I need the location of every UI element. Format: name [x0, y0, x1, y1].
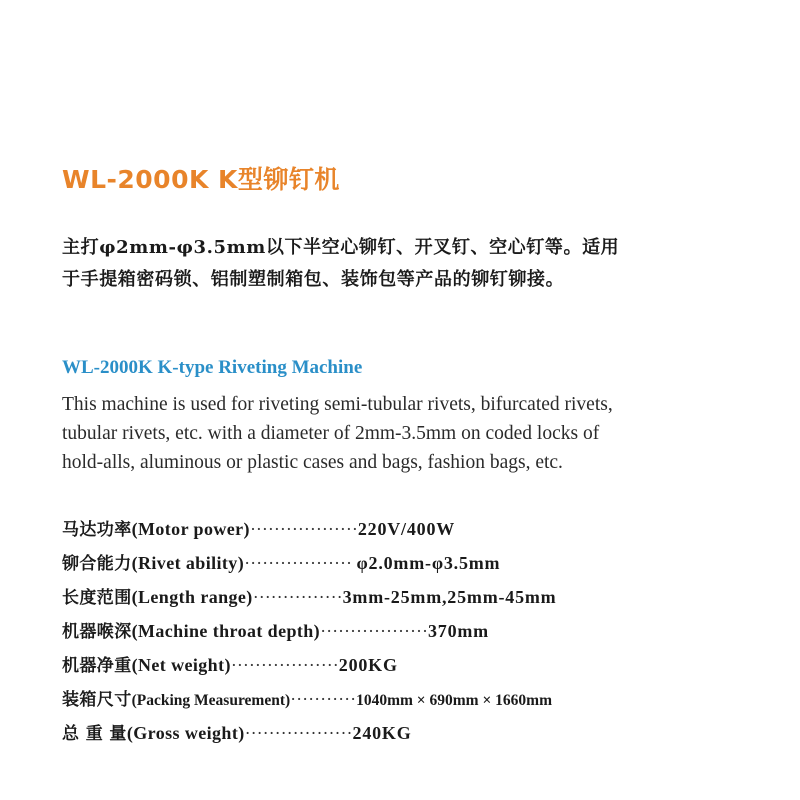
spec-label-en: (Length range) [131, 587, 253, 607]
spec-row-rivet-ability [62, 546, 762, 580]
spec-label-en: (Rivet ability) [131, 553, 245, 573]
spec-label-cn: 机器净重 [62, 656, 132, 676]
spec-label-cn: 铆合能力 [62, 554, 132, 574]
english-title: WL-2000K K-type Riveting Machine [62, 357, 363, 378]
spec-label-cn: 长度范围 [62, 588, 132, 608]
spec-value: 240KG [352, 723, 412, 743]
spec-value: 1040mm × 690mm × 1660mm [356, 692, 552, 709]
spec-label-cn: 总 重 量 [62, 724, 127, 744]
spec-row-throat-depth [62, 614, 762, 648]
spec-row-net-weight [62, 648, 762, 682]
chinese-title: WL-2000K K型铆钉机 [62, 165, 340, 194]
spec-value: 200KG [338, 655, 398, 675]
spec-label-en: (Motor power) [131, 519, 250, 539]
chinese-description-line-2: 于手提箱密码锁、铝制塑制箱包、装饰包等产品的铆钉铆接。 [62, 269, 565, 290]
spec-value: 220V/400W [357, 519, 456, 539]
spec-list [62, 512, 762, 750]
spec-label-en: (Gross weight) [126, 723, 245, 743]
english-description-line-1: This machine is used for riveting semi-tubular rivets, bifurcated rivets, [62, 394, 613, 415]
spec-leader-dots: ··········· [290, 689, 357, 709]
spec-row-gross-weight [62, 716, 762, 750]
spec-label-cn: 机器喉深 [62, 622, 132, 642]
spec-leader-dots: ·················· [249, 519, 358, 539]
chinese-description-line-1: 主打φ2mm-φ3.5mm以下半空心铆钉、开叉钉、空心钉等。适用 [62, 237, 620, 258]
spec-leader-dots: ·················· [244, 723, 353, 743]
spec-label-cn: 马达功率 [62, 520, 132, 540]
spec-row-length-range [62, 580, 762, 614]
spec-value: 3mm-25mm,25mm-45mm [342, 587, 557, 607]
spec-label-en: (Packing Measurement) [131, 692, 291, 709]
spec-label-en: (Net weight) [131, 655, 231, 675]
spec-row-motor-power [62, 512, 762, 546]
spec-value: φ2.0mm-φ3.5mm [356, 553, 501, 573]
spec-leader-dots: ··············· [252, 587, 343, 607]
spec-row-packing-measurement [62, 682, 762, 716]
spec-label-en: (Machine throat depth) [131, 621, 321, 641]
english-description-line-3: hold-alls, aluminous or plastic cases and bags, fashion bags, etc. [62, 452, 563, 473]
spec-value: 370mm [427, 621, 489, 641]
spec-leader-dots: ·················· [230, 655, 339, 675]
spec-leader-dots: ·················· [320, 621, 428, 641]
english-description-line-2: tubular rivets, etc. with a diameter of 2mm-3.5mm on coded locks of [62, 423, 600, 444]
spec-label-cn: 装箱尺寸 [62, 690, 132, 710]
english-description [62, 390, 742, 477]
chinese-description [62, 232, 722, 296]
spec-leader-dots: ·················· [244, 553, 357, 573]
